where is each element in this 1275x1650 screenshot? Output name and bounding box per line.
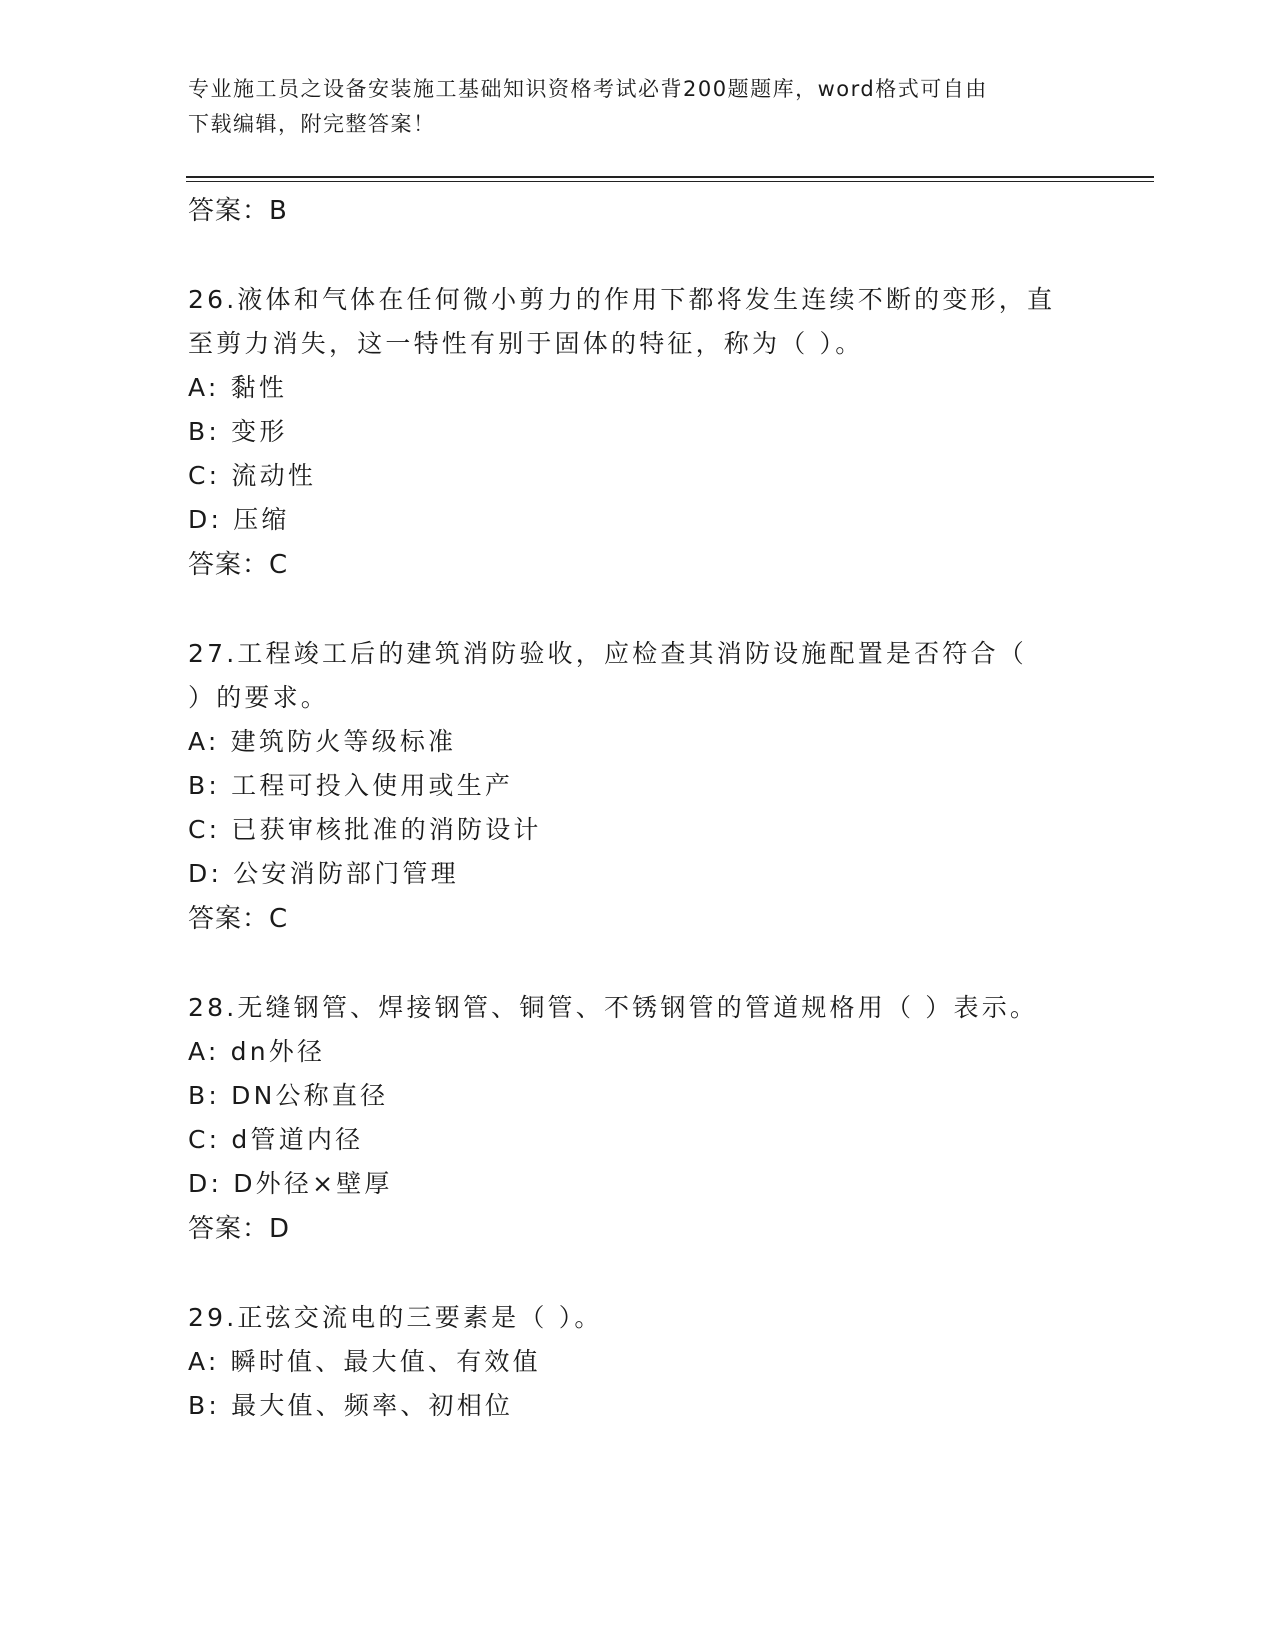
question-29	[188, 1296, 1088, 1428]
question-text: 27.工程竣工后的建筑消防验收，应检查其消防设施配置是否符合（	[188, 639, 1027, 668]
option-d: D: 压缩	[188, 505, 290, 534]
question-27	[188, 632, 1088, 942]
option-d: D: D外径×壁厚	[188, 1169, 393, 1198]
option-b: B: 最大值、频率、初相位	[188, 1391, 514, 1420]
option-c: C: 已获审核批准的消防设计	[188, 815, 542, 844]
question-text: 28.无缝钢管、焊接钢管、铜管、不锈钢管的管道规格用（ ）表示。	[188, 993, 1039, 1022]
answer-previous: 答案：B	[188, 196, 288, 226]
option-a: A: dn外径	[188, 1037, 326, 1066]
option-c: C: d管道内径	[188, 1125, 364, 1154]
option-c: C: 流动性	[188, 461, 317, 490]
option-b: B: DN公称直径	[188, 1081, 389, 1110]
question-text: 至剪力消失，这一特性有别于固体的特征，称为（ ）。	[188, 329, 864, 358]
question-text: 29.正弦交流电的三要素是（ ）。	[188, 1303, 603, 1332]
answer: 答案：C	[188, 550, 289, 580]
header-divider	[186, 176, 1154, 182]
question-text: 26.液体和气体在任何微小剪力的作用下都将发生连续不断的变形，直	[188, 285, 1056, 314]
header-line-1: 专业施工员之设备安装施工基础知识资格考试必背200题题库，word格式可自由	[188, 77, 988, 101]
option-a: A: 黏性	[188, 373, 288, 402]
question-list	[188, 188, 1088, 1428]
option-d: D: 公安消防部门管理	[188, 859, 459, 888]
header-line-2: 下载编辑，附完整答案！	[188, 112, 436, 136]
question-26	[188, 278, 1088, 588]
answer: 答案：C	[188, 904, 289, 934]
option-a: A: 建筑防火等级标准	[188, 727, 457, 756]
answer: 答案：D	[188, 1214, 291, 1244]
question-28	[188, 986, 1088, 1252]
question-text: ）的要求。	[188, 683, 330, 712]
option-a: A: 瞬时值、最大值、有效值	[188, 1347, 541, 1376]
document-header	[188, 72, 1068, 142]
option-b: B: 变形	[188, 417, 288, 446]
option-b: B: 工程可投入使用或生产	[188, 771, 514, 800]
